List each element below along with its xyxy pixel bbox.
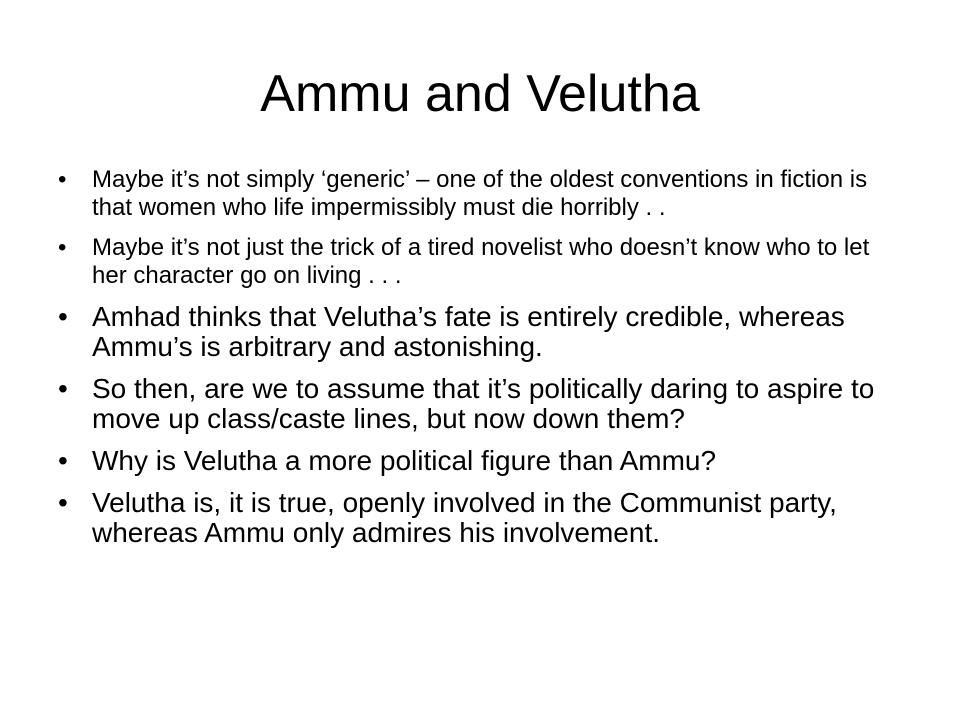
bullet-list — [58, 166, 910, 560]
bullet-text: Why is Velutha a more political figure than Ammu? — [92, 445, 717, 476]
bullet-item — [58, 446, 910, 476]
bullet-item — [58, 234, 910, 290]
bullet-item — [58, 374, 910, 434]
bullet-marker: • — [58, 301, 68, 332]
bullet-item — [58, 488, 910, 548]
bullet-text: Maybe it’s not simply ‘generic’ – one of the oldest conventions in fiction is that women who life impermissibly must die horribly . . — [92, 166, 868, 221]
bullet-text: Velutha is, it is true, openly involved in the Communist party, whereas Ammu only admires his involvement. — [92, 487, 837, 548]
bullet-marker: • — [58, 373, 68, 404]
bullet-text: So then, are we to assume that it’s politically daring to aspire to move up class/caste lines, but now down them? — [92, 373, 875, 434]
bullet-marker: • — [58, 166, 67, 193]
bullet-marker: • — [58, 487, 68, 518]
bullet-item — [58, 302, 910, 362]
bullet-marker: • — [58, 445, 68, 476]
bullet-text: Amhad thinks that Velutha’s fate is entirely credible, whereas Ammu’s is arbitrary and astonishing. — [92, 301, 845, 362]
slide-title: Ammu and Velutha — [260, 65, 700, 123]
bullet-marker: • — [58, 234, 67, 261]
bullet-text: Maybe it’s not just the trick of a tired novelist who doesn’t know who to let her character go on living . . . — [92, 234, 870, 289]
bullet-item — [58, 166, 910, 222]
